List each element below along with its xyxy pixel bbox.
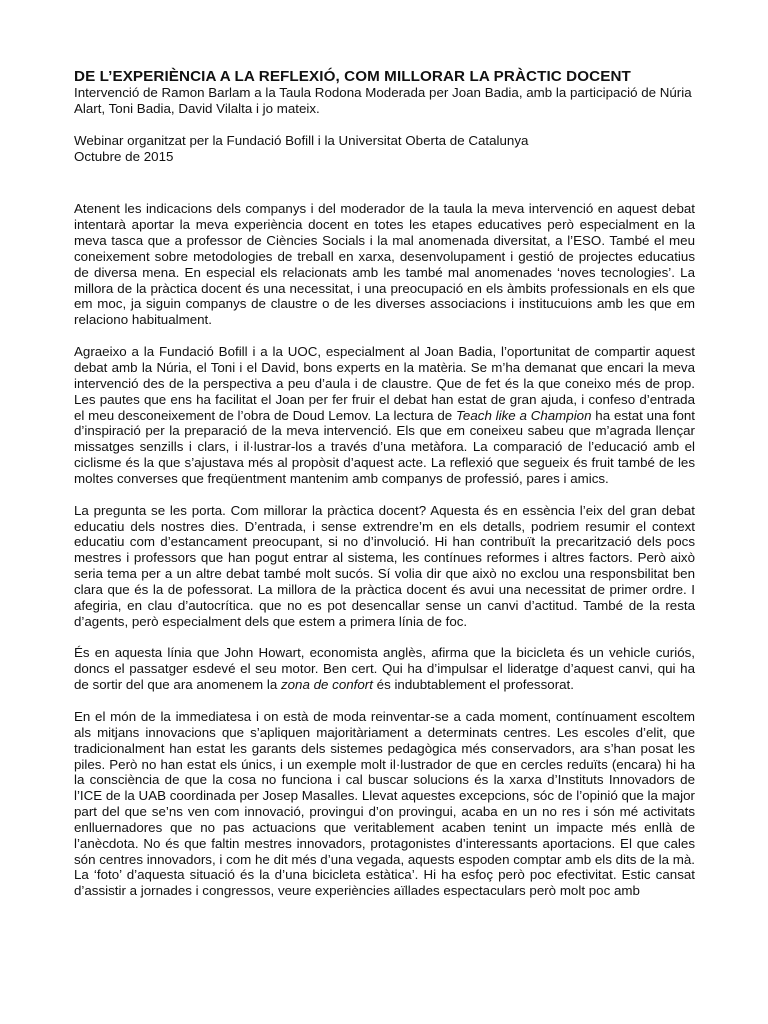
paragraph-2-text-a: Agraeixo a la Fundació Bofill i a la UOC, especialment al Joan Badia, l’oportunitat de compartir aquest debat amb la Núria, el Toni i el David, bons experts en la matèria. Se m’ha demanat que encari la meva intervenció des de la perspectiva a peu d’aula i de claustre. Que de fet és la que coneixo més de prop. Les pautes que ens ha facilitat el Joan per fer fruir el debat han estat de gran ajuda, i confeso d’entrada el meu desconeixement de l’obra de Doud Lemov. La lectura de	[74, 344, 695, 423]
paragraph-2-text-b: ha estat una font d’inspiració per la preparació de la meva intervenció. Els que em coneixeu sabeu que m’agrada llençar missatges senzills i clars, i il·lustrar-los a través d’una metàfora. La comparació de l’educació amb el ciclisme és la que s’ajustava més al propòsit d’aquest acte. La reflexió que segueix és fruit també de les moltes converses que freqüentment mantenim amb companys de professió, pares i amics.	[74, 407, 695, 486]
paragraph-4-text-a: És en aquesta línia que John Howart, economista anglès, afirma que la bicicleta és un vehicle curiós, doncs el passatger esdevé el seu motor. Ben cert. Qui ha d’impulsar el lideratge d’aquest canvi, qui ha de sortir del que ara anomenem la	[74, 645, 695, 693]
paragraph-4	[74, 645, 695, 693]
event-organizer-line: Webinar organitzat per la Fundació Bofill i la Universitat Oberta de Catalunya	[74, 132, 529, 148]
event-info	[74, 133, 695, 165]
paragraph-1: Atenent les indicacions dels companys i del moderador de la taula la meva intervenció en aquest debat intentarà aportar la meva experiència docent en totes les etapes educatives però especialment en la meva tasca que a professor de Ciències Socials i la mal anomenada diversitat, a l’ESO. També el meu coneixement sobre metodologies de treball en xarxa, desenvolupament i gestió de projectes educatius de diversa mena. En especial els relacionats amb les també mal anomenades ‘noves tecnologies’. La millora de la pràctica docent és una necessitat, i una preocupació en els àmbits professionals en els que em moc, ja siguin companys de claustre o de les diverses associacions i institucuions amb les que em relaciono habitualment.	[74, 201, 695, 328]
document-subtitle: Intervenció de Ramon Barlam a la Taula Rodona Moderada per Joan Badia, amb la participació de Núria Alart, Toni Badia, David Vilalta i jo mateix.	[74, 85, 692, 116]
document-body	[74, 201, 695, 899]
paragraph-3: La pregunta se les porta. Com millorar la pràctica docent? Aquesta és en essència l’eix del gran debat educatiu dels nostres dies. D’entrada, i sense extrendre’m en els detalls, podriem resumir el context educatiu com d’estancament preocupant, si no d’involució. Hi han contribuït la precarització dels pocs mestres i professors que han pogut entrar al sistema, les contínues reformes i altres factors. Però això seria tema per a un altre debat també molt sucós. Sí volia dir que això no exclou una responsbilitat ben clara que és la de pofessorat. La millora de la pràctica docent és avui una necessitat de primer ordre. I afegiria, en clau d’autocrítica. que no es pot desencallar sense un canvi d’actitud. També de la resta d’agents, però especialment dels que estem a primera línia de foc.	[74, 502, 695, 629]
paragraph-2	[74, 344, 695, 487]
document-title: DE L’EXPERIÈNCIA A LA REFLEXIÓ, COM MILLORAR LA PRÀCTIC DOCENT	[74, 68, 631, 85]
comfort-zone-emphasis: zona de confort	[280, 677, 373, 693]
event-date-line: Octubre de 2015	[74, 148, 174, 164]
paragraph-5: En el món de la immediatesa i on està de moda reinventar-se a cada moment, contínuament escoltem als mitjans innovacions que s’apliquen majoritàriament a determinats centres. Les escoles d’elit, que tradicionalment han estat les garants dels sistemes pedagògica més conservadors, ara s’han posat les piles. Però no han estat els únics, i un exemple molt il·lustrador de que en cercles reduïts (encara) hi ha la consciència de que la cosa no funciona i cal buscar solucions és la xarxa d’Instituts Innovadors de l’ICE de la UAB coordinada per Josep Masalles. Llevat aquestes excepcions, sóc de l’opinió que la major part del que se’ns ven com innovació, provingui d’on provingui, acaba en un no res i són mé activitats enlluernadores que no pas actuacions que veritablement acaben tenint un impacte més enllà de l’anècdota. No és que faltin mestres innovadors, protagonistes d’interessants aportacions. El que cales són centres innovadors, i com he dit més d’una vegada, aquests espoden comptar amb els dits de la mà. La ‘foto’ d’aquesta situació és la d’una bicicleta estàtica’. Hi ha esfoç però poc efectivitat. Estic cansat d’assistir a jornades i congressos, veure experiències aïllades espectaculars però molt poc amb	[74, 709, 695, 899]
book-title-emphasis: Teach like a Champion	[456, 407, 592, 423]
paragraph-4-text-b: és indubtablement el professorat.	[372, 677, 574, 693]
